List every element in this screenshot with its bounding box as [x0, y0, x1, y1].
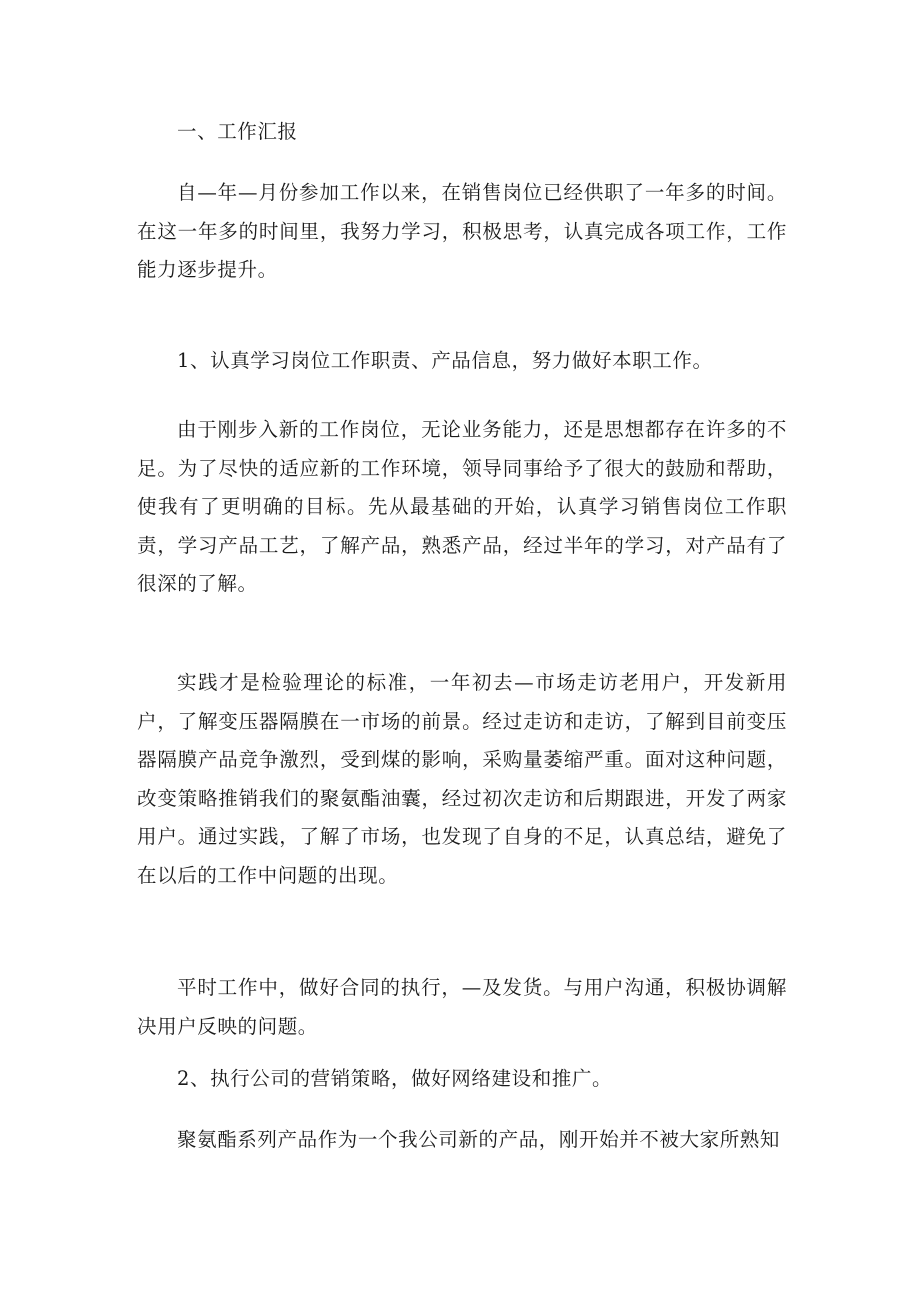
paragraph-product: 聚氨酯系列产品作为一个我公司新的产品，刚开始并不被大家所熟知	[177, 1128, 781, 1151]
paragraph-learning: 由于刚步入新的工作岗位，无论业务能力，还是思想都存在许多的不足。为了尽快的适应新的工作环境，领导同事给予了很大的鼓励和帮助，使我有了更明确的目标。先从最基础的开始，认真学习销售岗位工作职责，学习产品工艺，了解产品，熟悉产品，经过半年的学习，对产品有了很深的了解。	[137, 418, 787, 595]
paragraph-intro: 自—年—月份参加工作以来，在销售岗位已经供职了一年多的时间。在这一年多的时间里，我努力学习，积极思考，认真完成各项工作，工作能力逐步提升。	[137, 181, 787, 281]
section-heading: 一、工作汇报	[177, 120, 298, 143]
subsection-heading-1: 1、认真学习岗位工作职责、产品信息，努力做好本职工作。	[177, 349, 713, 372]
subsection-heading-2: 2、执行公司的营销策略，做好网络建设和推广。	[177, 1067, 613, 1090]
paragraph-practice: 实践才是检验理论的标准，一年初去—市场走访老用户，开发新用户，了解变压器隔膜在一市场的前景。经过走访和走访，了解到目前变压器隔膜产品竞争激烈，受到煤的影响，采购量萎缩严重。面对这种问题，改变策略推销我们的聚氨酯油囊，经过初次走访和后期跟进，开发了两家用户。通过实践，了解了市场，也发现了自身的不足，认真总结，避免了在以后的工作中问题的出现。	[137, 671, 787, 887]
paragraph-daily-work: 平时工作中，做好合同的执行，—及发货。与用户沟通，积极协调解决用户反映的问题。	[137, 976, 787, 1038]
